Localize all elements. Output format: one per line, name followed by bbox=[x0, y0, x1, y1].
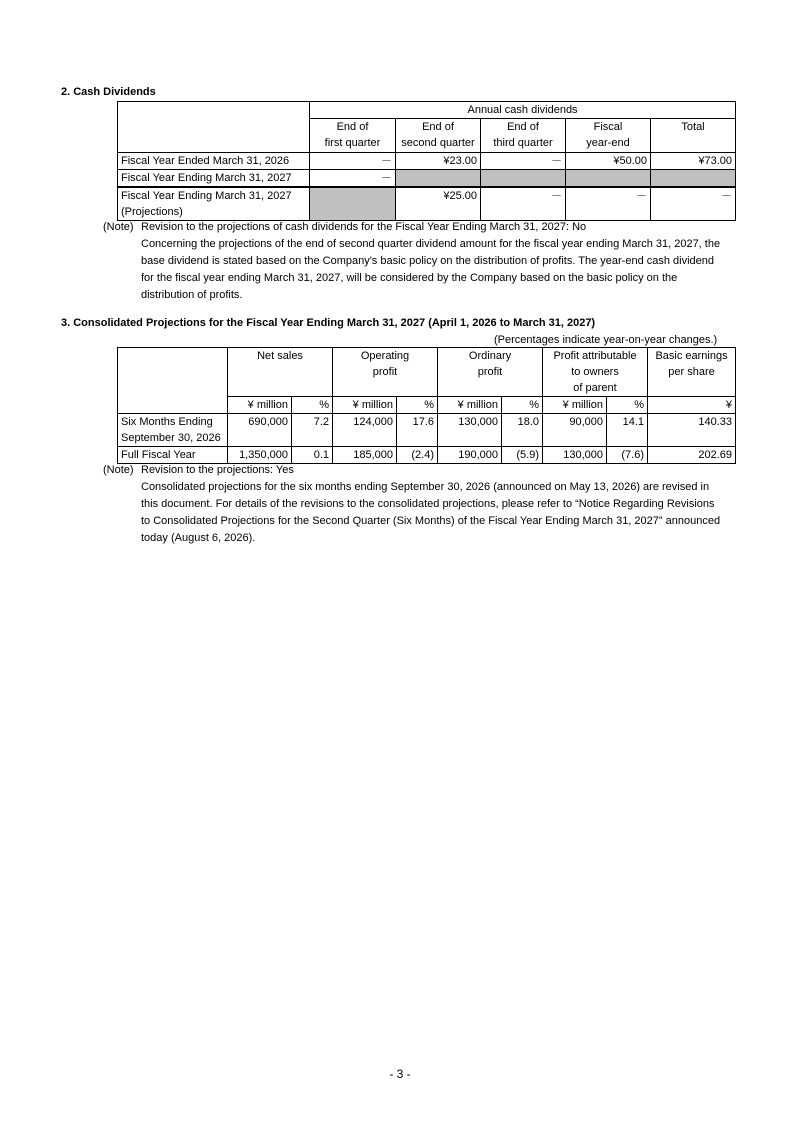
section2-title: 2. Cash Dividends bbox=[61, 86, 156, 98]
table-row bbox=[118, 170, 736, 188]
unit-cell: ¥ million bbox=[333, 397, 397, 414]
row-label: Fiscal Year Ending March 31, 2027 bbox=[118, 170, 310, 188]
unit-cell: ¥ million bbox=[543, 397, 607, 414]
cell-value: 90,000 bbox=[543, 414, 607, 447]
percentage-note: (Percentages indicate year-on-year changes.) bbox=[494, 334, 718, 346]
col-header-net-sales: Net sales bbox=[228, 348, 333, 397]
cell-value: ¥73.00 bbox=[651, 153, 736, 170]
cell-value: 130,000 bbox=[543, 447, 607, 464]
cash-dividends-table bbox=[117, 101, 736, 221]
cell-value: 0.1 bbox=[292, 447, 333, 464]
cell-value: ¥23.00 bbox=[396, 153, 481, 170]
cell-value: 140.33 bbox=[648, 414, 736, 447]
cell-value: 124,000 bbox=[333, 414, 397, 447]
table-row bbox=[118, 414, 736, 447]
table-row bbox=[118, 153, 736, 170]
col-header-ordinary-profit: Ordinary profit bbox=[438, 348, 543, 397]
cell-value: － bbox=[651, 187, 736, 221]
row-label: Fiscal Year Ending March 31, 2027 (Projections) bbox=[118, 187, 310, 221]
col-header-total: Total bbox=[651, 119, 736, 153]
cell-value: － bbox=[310, 170, 396, 188]
cell-value: 18.0 bbox=[502, 414, 543, 447]
cell-value: ¥25.00 bbox=[396, 187, 481, 221]
cell-value: (5.9) bbox=[502, 447, 543, 464]
cell-value: ¥50.00 bbox=[566, 153, 651, 170]
cell-value: － bbox=[481, 187, 566, 221]
col-header-year-end: Fiscal year-end bbox=[566, 119, 651, 153]
cell-value: － bbox=[481, 153, 566, 170]
unit-cell: ¥ million bbox=[438, 397, 502, 414]
cell-value: 17.6 bbox=[397, 414, 438, 447]
cell-value: 690,000 bbox=[228, 414, 292, 447]
shaded-cell bbox=[566, 170, 651, 188]
cell-value: 185,000 bbox=[333, 447, 397, 464]
col-header-basic-eps: Basic earnings per share bbox=[648, 348, 736, 397]
table-row bbox=[118, 187, 736, 221]
note-label: (Note) bbox=[103, 221, 134, 233]
unit-cell: % bbox=[292, 397, 333, 414]
cell-value: 14.1 bbox=[607, 414, 648, 447]
unit-cell: % bbox=[607, 397, 648, 414]
shaded-cell bbox=[310, 187, 396, 221]
cell-value: 1,350,000 bbox=[228, 447, 292, 464]
row-label: Full Fiscal Year bbox=[118, 447, 228, 464]
corner-cell bbox=[118, 348, 228, 414]
note-label: (Note) bbox=[103, 464, 134, 476]
table-row bbox=[118, 447, 736, 464]
unit-cell: % bbox=[397, 397, 438, 414]
col-header-q2: End of second quarter bbox=[396, 119, 481, 153]
shaded-cell bbox=[481, 170, 566, 188]
cell-value: 7.2 bbox=[292, 414, 333, 447]
row-label: Fiscal Year Ended March 31, 2026 bbox=[118, 153, 310, 170]
projections-note: Revision to the projections: Yes Consolidated projections for the six months ending September 30, 2026 (announced on May 13, 2026) are revised in this document. For details of the revisions to the consolidated projections, please refer to “Notice Regarding Revisions to Consolidated Projections for the Second Quarter (Six Months) of the Fiscal Year Ending March 31, 2027” announced today (August 6, 2026). bbox=[141, 464, 721, 544]
col-header-q3: End of third quarter bbox=[481, 119, 566, 153]
page-number: - 3 - bbox=[389, 1067, 411, 1081]
annual-dividends-header: Annual cash dividends bbox=[310, 102, 736, 119]
col-header-q1: End of first quarter bbox=[310, 119, 396, 153]
unit-cell: ¥ million bbox=[228, 397, 292, 414]
cell-value: 190,000 bbox=[438, 447, 502, 464]
shaded-cell bbox=[651, 170, 736, 188]
col-header-profit-attributable: Profit attributable to owners of parent bbox=[543, 348, 648, 397]
cell-value: (2.4) bbox=[397, 447, 438, 464]
unit-cell: % bbox=[502, 397, 543, 414]
consolidated-projections-table bbox=[117, 347, 736, 464]
dividend-note: Revision to the projections of cash dividends for the Fiscal Year Ending March 31, 2027: No Concerning the projections of the end of second quarter dividend amount for the fiscal year ending March 31, 2027, the base dividend is stated based on the Company's basic policy on the distribution of profits. The year-end cash dividend for the fiscal year ending March 31, 2027, will be considered by the Company based on the basic policy on the distribution of profits. bbox=[141, 221, 721, 301]
cell-value: 202.69 bbox=[648, 447, 736, 464]
row-label: Six Months Ending September 30, 2026 bbox=[118, 414, 228, 447]
cell-value: 130,000 bbox=[438, 414, 502, 447]
shaded-cell bbox=[396, 170, 481, 188]
cell-value: － bbox=[310, 153, 396, 170]
col-header-operating-profit: Operating profit bbox=[333, 348, 438, 397]
section3-title: 3. Consolidated Projections for the Fiscal Year Ending March 31, 2027 (April 1, 2026 to March 31, 2027) bbox=[61, 317, 596, 329]
corner-cell bbox=[118, 102, 310, 153]
cell-value: － bbox=[566, 187, 651, 221]
unit-cell: ¥ bbox=[648, 397, 736, 414]
cell-value: (7.6) bbox=[607, 447, 648, 464]
